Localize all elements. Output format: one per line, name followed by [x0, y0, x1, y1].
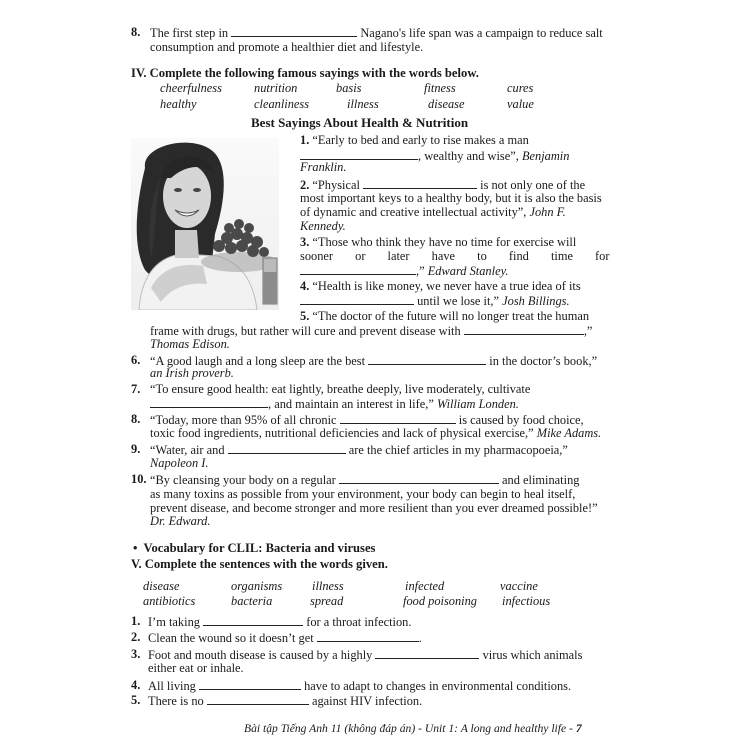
- wordbank5-1-0: antibiotics: [143, 594, 196, 608]
- wordbank5-1-4: infectious: [502, 594, 551, 608]
- saying10-answer-blank[interactable]: [339, 472, 499, 484]
- v5-number: 5.: [131, 693, 141, 707]
- saying4-author: Josh Billings.: [502, 294, 570, 308]
- q8-line-1: [150, 25, 603, 41]
- saying10-line1: [150, 472, 579, 488]
- saying10-author: Dr. Edward.: [150, 514, 211, 528]
- wordbank5-1-3: food poisoning: [403, 594, 478, 608]
- saying4-line2: [300, 293, 570, 309]
- q8-text-before: The first step in: [150, 26, 229, 40]
- v1-text-before: I’m taking: [148, 615, 200, 629]
- saying9-author: Napoleon I.: [150, 456, 209, 470]
- saying2-line2: most important keys to a healthy body, but it is also the basis: [300, 191, 602, 205]
- saying6-text-before: “A good laugh and a long sleep are the best: [150, 354, 366, 368]
- saying10-text-after: and eliminating: [502, 473, 580, 487]
- v3-number: 3.: [131, 647, 141, 661]
- saying1-text2: , wealthy and wise”,: [418, 149, 519, 163]
- q8-text-after: Nagano's life span was a campaign to reduce salt: [360, 26, 603, 40]
- saying3-line1: [300, 235, 576, 250]
- q8-answer-blank[interactable]: [231, 25, 357, 37]
- section4-heading: IV. Complete the following famous sayings with the words below.: [131, 66, 479, 80]
- page-number: 7: [575, 722, 582, 735]
- wordbank5-0-3: infected: [405, 579, 445, 593]
- q8-number: 8.: [131, 25, 141, 39]
- v1-number: 1.: [131, 614, 141, 628]
- saying9-text-before: “Water, air and: [150, 443, 225, 457]
- saying3-number: 3.: [300, 235, 310, 249]
- saying5-text: “The doctor of the future will no longer treat the human: [312, 309, 590, 323]
- v5-text-before: There is no: [148, 694, 204, 708]
- v4-answer-blank[interactable]: [199, 678, 301, 690]
- v3-text-before: Foot and mouth disease is caused by a highly: [148, 648, 373, 662]
- clil-heading-text: Vocabulary for CLIL: Bacteria and viruses: [143, 541, 376, 555]
- wordbank5-1-2: spread: [310, 594, 344, 608]
- saying8-answer-blank[interactable]: [340, 412, 456, 424]
- saying1-text: “Early to bed and early to rise makes a man: [312, 133, 529, 147]
- saying9-line1: [150, 442, 568, 458]
- section5-heading: V. Complete the sentences with the words given.: [131, 557, 388, 571]
- v2-text-after: .: [418, 631, 422, 645]
- saying8-author: Mike Adams.: [536, 426, 602, 440]
- clil-bullet: •: [133, 541, 138, 555]
- v5-line: [148, 693, 422, 709]
- saying6-author: an Irish proverb.: [150, 366, 234, 380]
- v3-answer-blank[interactable]: [375, 647, 479, 659]
- saying7-answer-blank[interactable]: [150, 396, 268, 408]
- saying10-number: 10.: [131, 472, 147, 486]
- wordbank5-0-4: vaccine: [500, 579, 538, 593]
- wordbank4-0-0: cheerfulness: [160, 81, 222, 95]
- v3-text-after: virus which animals: [482, 648, 583, 662]
- sayings-title: Best Sayings About Health & Nutrition: [251, 115, 469, 130]
- saying8-text-after: is caused by food choice,: [458, 413, 584, 427]
- saying4-text: “Health is like money, we never have a true idea of its: [312, 279, 581, 293]
- saying1-author: Benjamin: [521, 149, 570, 163]
- saying3-line2: sooner or later have to find time for: [300, 249, 610, 263]
- saying4-line1: [300, 279, 581, 294]
- saying1-line1: [300, 133, 593, 148]
- saying9-text-after: are the chief articles in my pharmacopoeia,”: [348, 443, 568, 457]
- wordbank5-0-1: organisms: [231, 579, 283, 593]
- saying5-author: Thomas Edison.: [150, 337, 230, 351]
- wordbank5-0-2: illness: [312, 579, 344, 593]
- saying2-author: John F.: [529, 205, 566, 219]
- saying3-line3: [300, 263, 508, 279]
- saying10-line2: as many toxins as possible from your environment, your body can begin to heal itself,: [150, 487, 576, 501]
- wordbank4-1-1: cleanliness: [254, 97, 310, 111]
- wordbank4-1-2: illness: [347, 97, 379, 111]
- saying6-answer-blank[interactable]: [368, 353, 486, 365]
- v1-line: [148, 614, 411, 630]
- q8-line-2: consumption and promote a healthier diet and lifestyle.: [150, 40, 424, 54]
- saying1-number: 1.: [300, 133, 310, 147]
- saying5-answer-blank[interactable]: [464, 323, 584, 335]
- saying7-line2: [150, 396, 519, 412]
- wordbank4-1-4: value: [507, 97, 534, 111]
- saying6-text-after: in the doctor’s book,”: [489, 354, 598, 368]
- saying2-author-cont: Kennedy.: [300, 219, 346, 233]
- saying8-line2: [150, 426, 601, 441]
- saying7-text2: , and maintain an interest in life,”: [268, 397, 434, 411]
- clil-heading: [133, 541, 375, 556]
- saying8-number: 8.: [131, 412, 141, 426]
- wordbank4-1-3: disease: [428, 97, 465, 111]
- page-footer: [244, 722, 582, 735]
- saying5-text2: frame with drugs, but rather will cure and prevent disease with: [150, 324, 461, 338]
- saying2-text-before: “Physical: [312, 178, 360, 192]
- v4-line: [148, 678, 571, 694]
- v5-answer-blank[interactable]: [207, 693, 309, 705]
- v3-line2: either eat or inhale.: [148, 661, 244, 675]
- saying3-author: Edward Stanley.: [427, 264, 509, 278]
- saying3-text3: ,”: [416, 264, 425, 278]
- saying4-answer-blank[interactable]: [300, 293, 414, 305]
- wordbank4-0-2: basis: [336, 81, 362, 95]
- saying4-text2: until we lose it,”: [417, 294, 500, 308]
- wordbank4-0-3: fitness: [424, 81, 456, 95]
- saying4-number: 4.: [300, 279, 310, 293]
- wordbank5-0-0: disease: [143, 579, 180, 593]
- woman-photo: [131, 138, 279, 310]
- v5-text-after: against HIV infection.: [311, 694, 423, 708]
- saying10-line3: prevent disease, and become stronger and more resilient than you ever dreamed possible!”: [150, 501, 598, 515]
- v2-number: 2.: [131, 630, 141, 644]
- saying7-line1: “To ensure good health: eat lightly, breathe deeply, live moderately, cultivate: [150, 382, 531, 396]
- saying7-author: William Londen.: [436, 397, 519, 411]
- saying10-text-before: “By cleansing your body on a regular: [150, 473, 336, 487]
- wordbank4-0-1: nutrition: [254, 81, 298, 95]
- saying2-line3: [300, 205, 566, 220]
- saying5-line1: [300, 309, 589, 324]
- v2-line: [148, 630, 422, 646]
- wordbank5-1-1: bacteria: [231, 594, 273, 608]
- saying2-number: 2.: [300, 178, 310, 192]
- v1-answer-blank[interactable]: [203, 614, 303, 626]
- saying5-number: 5.: [300, 309, 310, 323]
- footer-separator: -: [569, 722, 573, 735]
- saying2-text3: of dynamic and creative intellectual activity”,: [300, 205, 527, 219]
- saying5-text2-end: ,”: [583, 324, 593, 338]
- saying1-answer-blank[interactable]: [300, 148, 418, 160]
- saying2-answer-blank[interactable]: [363, 177, 477, 189]
- saying3-text: “Those who think they have no time for exercise will: [312, 235, 577, 249]
- saying2-text-after: is not only one of the: [480, 178, 586, 192]
- saying3-answer-blank[interactable]: [300, 263, 416, 275]
- saying8-text2: toxic food ingredients, nutritional deficiencies and lack of physical exercise,”: [150, 426, 534, 440]
- saying1-author-cont: Franklin.: [300, 160, 347, 174]
- footer-text: Bài tập Tiếng Anh 11 (không đáp án) - Unit 1: A long and healthy life: [244, 722, 567, 735]
- v2-text-before: Clean the wound so it doesn’t get: [148, 631, 314, 645]
- saying9-number: 9.: [131, 442, 141, 456]
- v2-answer-blank[interactable]: [317, 630, 419, 642]
- saying9-answer-blank[interactable]: [228, 442, 346, 454]
- wordbank4-0-4: cures: [507, 81, 534, 95]
- v4-number: 4.: [131, 678, 141, 692]
- woman-photo-illustration: [131, 138, 279, 310]
- v4-text-after: have to adapt to changes in environmental conditions.: [304, 679, 572, 693]
- saying8-text-before: “Today, more than 95% of all chronic: [150, 413, 337, 427]
- saying7-number: 7.: [131, 382, 141, 396]
- v4-text-before: All living: [148, 679, 196, 693]
- saying6-number: 6.: [131, 353, 141, 367]
- v1-text-after: for a throat infection.: [306, 615, 412, 629]
- wordbank4-1-0: healthy: [160, 97, 197, 111]
